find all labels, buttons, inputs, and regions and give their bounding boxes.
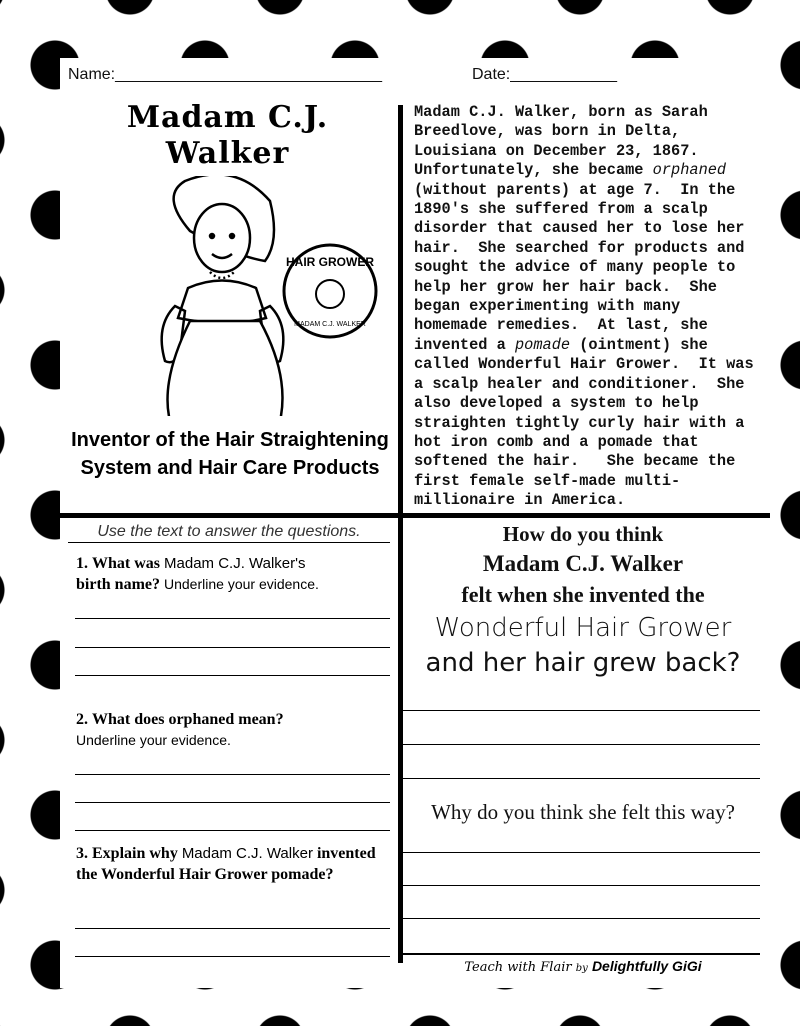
walker-illustration bbox=[120, 176, 380, 416]
passage-line bbox=[414, 181, 754, 200]
answer-line[interactable] bbox=[403, 885, 760, 886]
prompt-line-4: Wonderful Hair Grower bbox=[434, 613, 732, 643]
q2-hint: Underline your evidence. bbox=[76, 732, 231, 748]
badge-bottom-text: MADAM C.J. WALKER bbox=[294, 321, 366, 328]
passage-line bbox=[414, 472, 754, 491]
passage-line bbox=[414, 394, 754, 413]
passage-text: help her grow her hair back. She bbox=[414, 277, 717, 296]
passage-text: called Wonderful Hair Grower. It was bbox=[414, 355, 754, 374]
passage-text: homemade remedies. At last, she bbox=[414, 316, 708, 335]
vocab-word: orphaned bbox=[652, 161, 727, 180]
footer-by: by bbox=[575, 963, 588, 974]
q1-name: Madam C.J. Walker's bbox=[164, 555, 306, 572]
passage-text: began experimenting with many bbox=[414, 297, 681, 316]
date-field[interactable]: Date:____________ bbox=[472, 66, 618, 83]
q3-name: Madam C.J. Walker bbox=[181, 845, 313, 862]
page-title: Madam C.J. Walker bbox=[126, 100, 329, 171]
footer-brand: Teach with Flair bbox=[464, 960, 572, 975]
q1-number: 1. bbox=[76, 555, 88, 572]
subtitle: Inventor of the Hair Straightening System and Hair Care Products bbox=[71, 429, 389, 479]
passage-text: Breedlove, was born in Delta, bbox=[414, 122, 681, 141]
passage-line bbox=[414, 122, 754, 141]
q3-text: Explain why bbox=[92, 845, 178, 862]
answer-line[interactable] bbox=[75, 675, 390, 676]
worksheet bbox=[60, 58, 770, 988]
q3-number: 3. bbox=[76, 845, 88, 862]
passage-line bbox=[414, 355, 754, 374]
answer-line[interactable] bbox=[75, 830, 390, 831]
prompt-line-5: and her hair grew back? bbox=[425, 648, 741, 678]
answer-line[interactable] bbox=[75, 956, 390, 957]
question-2 bbox=[76, 709, 396, 751]
passage-text: straighten tightly curly hair with a bbox=[414, 413, 745, 432]
passage-text: 1890's she suffered from a scalp bbox=[414, 200, 708, 219]
passage-text: softened the hair. She became the bbox=[414, 452, 736, 471]
instructions: Use the text to answer the questions. bbox=[68, 523, 390, 543]
passage-line bbox=[414, 142, 754, 161]
passage-text: hair. She searched for products and bbox=[414, 238, 745, 257]
passage-text: also developed a system to help bbox=[414, 394, 699, 413]
passage-line bbox=[414, 452, 754, 471]
q2-text: What does orphaned mean? bbox=[92, 711, 284, 728]
passage-text: millionaire in America. bbox=[414, 491, 626, 510]
passage-text: first female self-made multi- bbox=[414, 471, 681, 490]
passage-text: hot iron comb and a pomade that bbox=[414, 432, 699, 451]
passage-text: Louisiana on December 23, 1867. bbox=[414, 141, 699, 160]
passage-line bbox=[414, 336, 754, 355]
passage-text: (without parents) at age 7. In the bbox=[414, 180, 736, 199]
prompt-line-2: Madam C.J. Walker bbox=[482, 551, 684, 576]
passage-line bbox=[414, 491, 754, 510]
hair-grower-badge bbox=[284, 245, 376, 337]
passage-line bbox=[414, 161, 754, 180]
passage-line bbox=[414, 316, 754, 335]
q1-text-2: birth name? bbox=[76, 576, 160, 593]
q3-text-2: invented the Wonderful Hair Grower pomade? bbox=[76, 845, 376, 883]
answer-line[interactable] bbox=[75, 802, 390, 803]
prompt-line-3: felt when she invented the bbox=[461, 582, 705, 607]
passage-line bbox=[414, 258, 754, 277]
footer-credit bbox=[403, 958, 763, 975]
passage-line bbox=[414, 278, 754, 297]
question-1 bbox=[76, 553, 396, 595]
passage-line bbox=[414, 433, 754, 452]
answer-line[interactable] bbox=[403, 953, 760, 955]
passage-line bbox=[414, 297, 754, 316]
footer-author: Delightfully GiGi bbox=[591, 958, 702, 974]
reading-passage bbox=[414, 103, 754, 511]
answer-line[interactable] bbox=[403, 710, 760, 711]
name-field[interactable]: Name:______________________________ bbox=[68, 66, 383, 83]
answer-line[interactable] bbox=[403, 778, 760, 779]
passage-line bbox=[414, 375, 754, 394]
answer-line[interactable] bbox=[75, 928, 390, 929]
answer-line[interactable] bbox=[403, 852, 760, 853]
passage-line bbox=[414, 219, 754, 238]
passage-text: disorder that caused her to lose her bbox=[414, 219, 745, 238]
horizontal-divider bbox=[60, 513, 770, 518]
passage-text: Unfortunately, she became bbox=[414, 161, 653, 180]
passage-text: invented a bbox=[414, 335, 515, 354]
prompt-line-1: How do you think bbox=[502, 522, 664, 546]
passage-line bbox=[414, 414, 754, 433]
passage-text: Madam C.J. Walker, born as Sarah bbox=[414, 103, 708, 121]
answer-line[interactable] bbox=[75, 774, 390, 775]
passage-text: sought the advice of many people to bbox=[414, 258, 736, 277]
why-prompt: Why do you think she felt this way? bbox=[431, 800, 735, 824]
question-3 bbox=[76, 843, 396, 885]
answer-line[interactable] bbox=[403, 918, 760, 919]
answer-line[interactable] bbox=[75, 618, 390, 619]
q1-hint: Underline your evidence. bbox=[164, 576, 319, 592]
passage-line bbox=[414, 103, 754, 122]
vocab-word: pomade bbox=[514, 335, 571, 354]
q1-text: What was bbox=[92, 555, 161, 572]
passage-text: a scalp healer and conditioner. She bbox=[414, 374, 745, 393]
q2-number: 2. bbox=[76, 711, 88, 728]
answer-line[interactable] bbox=[75, 647, 390, 648]
answer-line[interactable] bbox=[403, 744, 760, 745]
passage-text: (ointment) she bbox=[570, 335, 708, 354]
passage-line bbox=[414, 239, 754, 258]
badge-top-text: HAIR GROWER bbox=[286, 255, 374, 269]
passage-line bbox=[414, 200, 754, 219]
